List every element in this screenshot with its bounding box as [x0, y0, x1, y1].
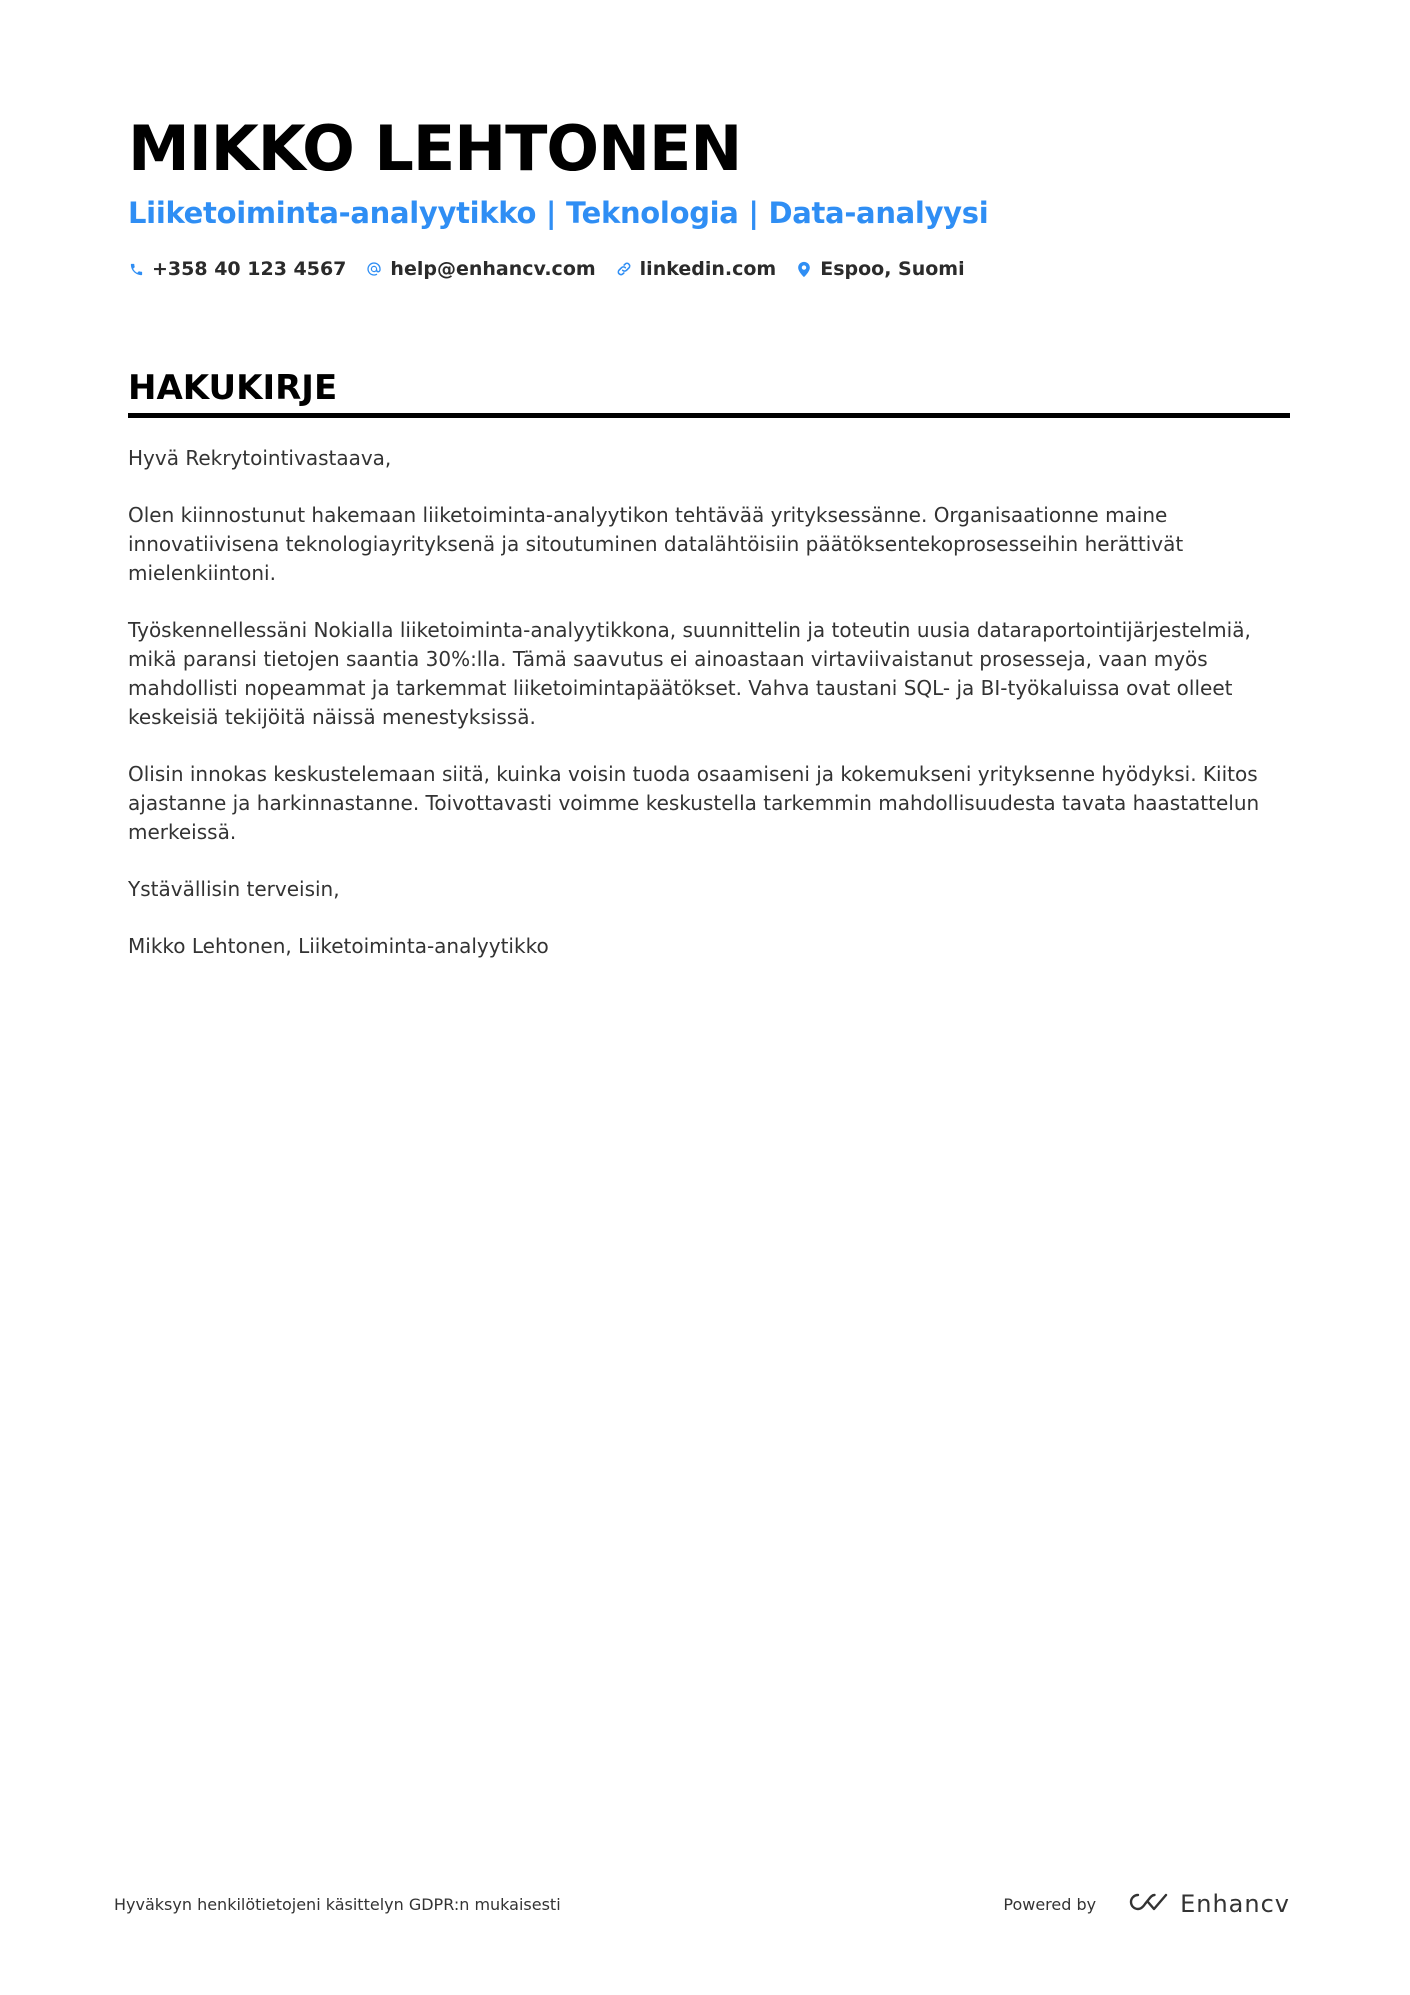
letter-greeting: Hyvä Rekrytointivastaava,: [128, 446, 392, 470]
letter-paragraph: Olisin innokas keskustelemaan siitä, kuinka voisin tuoda osaamiseni ja kokemukseni yrityksenne hyödyksi. Kiitos ajastanne ja harkinnastanne. Toivottavasti voimme keskustella tarkemmin mahdollisuudesta tavata haastattelun merkeissä.: [128, 762, 1260, 844]
at-icon: [366, 260, 382, 278]
brand-logo: [1124, 1890, 1290, 1918]
contact-email[interactable]: [366, 258, 595, 280]
candidate-name: MIKKO LEHTONEN: [128, 112, 742, 185]
letter-closing: Ystävällisin terveisin,: [128, 877, 340, 901]
header: [128, 110, 1288, 280]
section-divider: [128, 413, 1290, 418]
letter-paragraph: Olen kiinnostunut hakemaan liiketoiminta-analyytikon tehtävää yrityksessänne. Organisaationne maine innovatiivisena teknologiayrityksenä ja sitoutuminen datalähtöisiin päätöksentekoprosesseihin herättivät mielenkiintoni.: [128, 503, 1184, 585]
email-address: help@enhancv.com: [390, 258, 596, 280]
contact-phone[interactable]: [128, 258, 346, 280]
powered-by-label: Powered by: [1003, 1894, 1097, 1914]
contact-info: [128, 258, 1288, 280]
contact-location: [796, 258, 964, 280]
enhancv-logo-icon: [1124, 1890, 1170, 1918]
map-pin-icon: [796, 260, 812, 278]
candidate-headline: Liiketoiminta-analyytikko | Teknologia | Data-analyysi: [128, 196, 989, 230]
footer: [114, 1890, 1290, 1918]
link-icon: [616, 260, 632, 278]
cover-letter-section: [128, 365, 1290, 989]
letter-body: [128, 444, 1290, 961]
gdpr-consent-text: Hyväksyn henkilötietojeni käsittelyn GDPR:n mukaisesti: [114, 1894, 561, 1914]
contact-linkedin[interactable]: [616, 258, 777, 280]
section-title: HAKUKIRJE: [128, 368, 338, 408]
powered-by[interactable]: [1003, 1890, 1290, 1918]
letter-signature: Mikko Lehtonen, Liiketoiminta-analyytikko: [128, 934, 549, 958]
location-text: Espoo, Suomi: [820, 258, 965, 280]
phone-number: +358 40 123 4567: [152, 258, 347, 280]
phone-icon: [128, 260, 144, 278]
linkedin-url: linkedin.com: [639, 258, 777, 280]
letter-paragraph: Työskennellessäni Nokialla liiketoiminta-analyytikkona, suunnittelin ja toteutin uusia dataraportointijärjestelmiä, mikä paransi tietojen saantia 30%:lla. Tämä saavutus ei ainoastaan virtaviivaistanut prosesseja, vaan myös mahdollisti nopeammat ja tarkemmat liiketoimintapäätökset. Vahva taustani SQL- ja BI-työkaluissa ovat olleet keskeisiä tekijöitä näissä menestyksissä.: [128, 618, 1251, 729]
brand-name: Enhancv: [1180, 1890, 1290, 1918]
